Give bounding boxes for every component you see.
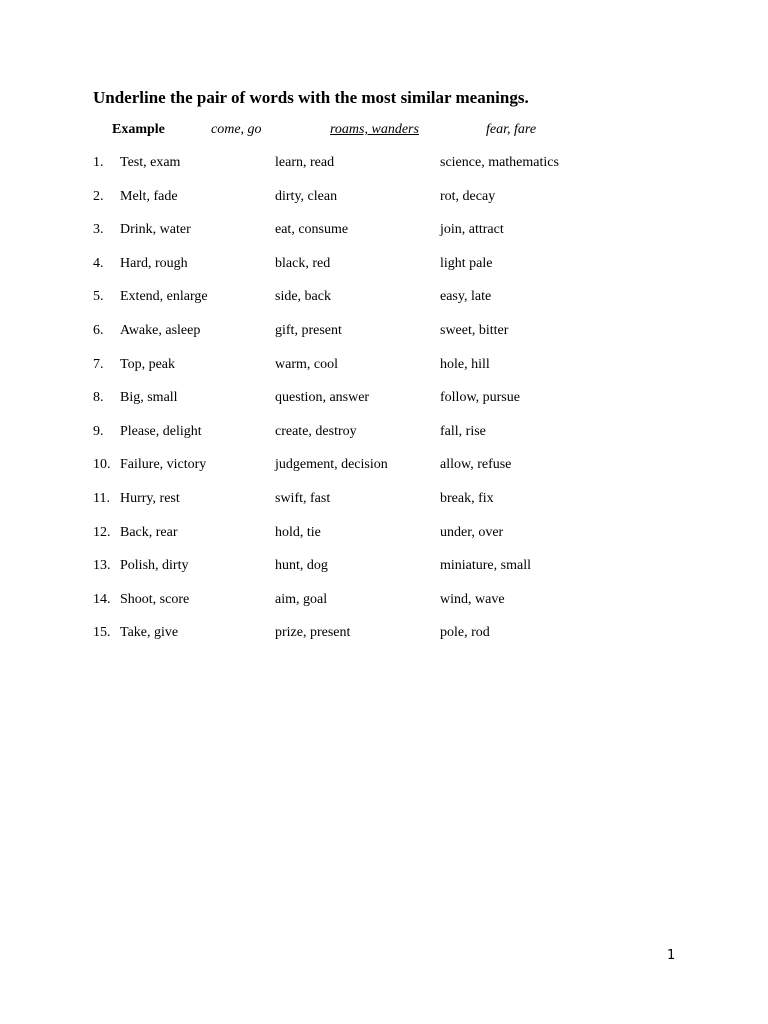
question-list xyxy=(0,155,768,659)
question-row xyxy=(0,424,768,458)
word-pair-option[interactable]: judgement, decision xyxy=(275,457,388,473)
question-row xyxy=(0,491,768,525)
question-row xyxy=(0,289,768,323)
question-row xyxy=(0,256,768,290)
word-pair-option[interactable]: sweet, bitter xyxy=(440,322,509,338)
word-pair-option[interactable]: Back, rear xyxy=(120,524,178,540)
question-row xyxy=(0,323,768,357)
word-pair-option[interactable]: Big, small xyxy=(120,390,178,406)
word-pair-option[interactable]: Shoot, score xyxy=(120,591,190,607)
word-pair-option[interactable]: Hard, rough xyxy=(120,255,188,271)
word-pair-option[interactable]: black, red xyxy=(275,255,331,271)
word-pair-option[interactable]: swift, fast xyxy=(275,490,331,506)
question-number: 5. xyxy=(93,289,104,305)
question-row xyxy=(0,189,768,223)
word-pair-option[interactable]: wind, wave xyxy=(440,591,505,607)
question-row xyxy=(0,357,768,391)
word-pair-option[interactable]: Take, give xyxy=(120,625,179,641)
word-pair-option[interactable]: learn, read xyxy=(275,155,335,170)
question-number: 4. xyxy=(93,255,104,271)
word-pair-option[interactable]: question, answer xyxy=(275,390,370,406)
word-pair-option[interactable]: break, fix xyxy=(440,490,494,506)
question-row xyxy=(0,457,768,491)
question-number: 1. xyxy=(93,155,104,170)
word-pair-option[interactable]: easy, late xyxy=(440,289,492,305)
word-pair-option[interactable]: Awake, asleep xyxy=(120,322,201,338)
word-pair-option[interactable]: light pale xyxy=(440,255,493,271)
question-number: 8. xyxy=(93,390,104,406)
word-pair-option[interactable]: side, back xyxy=(275,289,331,305)
word-pair-option[interactable]: eat, consume xyxy=(275,222,349,238)
word-pair-option[interactable]: Failure, victory xyxy=(120,457,207,473)
word-pair-option[interactable]: Melt, fade xyxy=(120,188,178,204)
word-pair-option[interactable]: Polish, dirty xyxy=(120,558,189,574)
example-option-3: fear, fare xyxy=(486,122,537,137)
word-pair-option[interactable]: hunt, dog xyxy=(275,558,328,574)
question-number: 15. xyxy=(93,625,111,641)
word-pair-option[interactable]: Test, exam xyxy=(120,155,181,170)
word-pair-option[interactable]: science, mathematics xyxy=(440,155,559,170)
question-number: 14. xyxy=(93,591,111,607)
question-row xyxy=(0,558,768,592)
example-label: Example xyxy=(112,122,165,137)
question-row xyxy=(0,155,768,189)
question-row xyxy=(0,625,768,659)
question-row xyxy=(0,222,768,256)
word-pair-option[interactable]: Hurry, rest xyxy=(120,490,180,506)
word-pair-option[interactable]: aim, goal xyxy=(275,591,328,607)
word-pair-option[interactable]: miniature, small xyxy=(440,558,531,574)
word-pair-option[interactable]: dirty, clean xyxy=(275,188,338,204)
word-pair-option[interactable]: gift, present xyxy=(275,322,342,338)
word-pair-option[interactable]: Extend, enlarge xyxy=(120,289,208,305)
example-row xyxy=(0,122,768,140)
word-pair-option[interactable]: follow, pursue xyxy=(440,390,520,406)
word-pair-option[interactable]: hole, hill xyxy=(440,356,490,372)
question-number: 12. xyxy=(93,524,111,540)
word-pair-option[interactable]: prize, present xyxy=(275,625,351,641)
question-number: 11. xyxy=(93,490,110,506)
question-number: 9. xyxy=(93,423,104,439)
question-row xyxy=(0,592,768,626)
word-pair-option[interactable]: create, destroy xyxy=(275,423,357,439)
word-pair-option[interactable]: join, attract xyxy=(440,222,504,238)
word-pair-option[interactable]: pole, rod xyxy=(440,625,490,641)
question-number: 13. xyxy=(93,558,111,574)
word-pair-option[interactable]: warm, cool xyxy=(275,356,338,372)
example-option-1: come, go xyxy=(211,122,262,137)
word-pair-option[interactable]: rot, decay xyxy=(440,188,496,204)
word-pair-option[interactable]: allow, refuse xyxy=(440,457,512,473)
word-pair-option[interactable]: fall, rise xyxy=(440,423,486,439)
example-option-2-underlined: roams, wanders xyxy=(330,122,419,137)
question-row xyxy=(0,525,768,559)
question-number: 10. xyxy=(93,457,111,473)
question-number: 2. xyxy=(93,188,104,204)
question-number: 6. xyxy=(93,322,104,338)
worksheet-title: Underline the pair of words with the most similar meanings. xyxy=(93,88,529,107)
word-pair-option[interactable]: Drink, water xyxy=(120,222,191,238)
question-number: 7. xyxy=(93,356,104,372)
page-number: 1 xyxy=(667,948,676,963)
word-pair-option[interactable]: hold, tie xyxy=(275,524,321,540)
word-pair-option[interactable]: Please, delight xyxy=(120,423,202,439)
question-row xyxy=(0,390,768,424)
word-pair-option[interactable]: Top, peak xyxy=(120,356,176,372)
word-pair-option[interactable]: under, over xyxy=(440,524,504,540)
question-number: 3. xyxy=(93,222,104,238)
